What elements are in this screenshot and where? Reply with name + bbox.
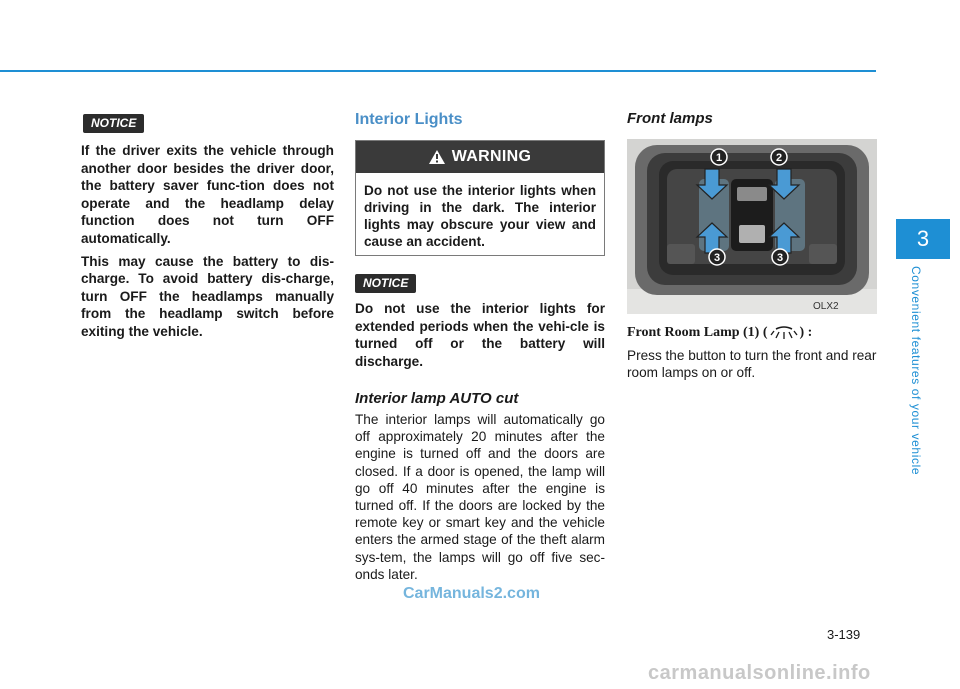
room-lamp-heading: [627, 325, 812, 341]
notice-badge-2: NOTICE: [355, 274, 416, 293]
warning-box: [355, 140, 605, 256]
section-title: Interior Lights: [355, 111, 463, 128]
callout-label-2: 2: [775, 152, 783, 164]
watermark[interactable]: CarManuals2.com: [403, 585, 540, 602]
overhead-console-illustration: [627, 139, 877, 314]
callout-label-3a: 3: [713, 252, 721, 264]
warning-triangle-icon: [429, 150, 445, 164]
column-left: [81, 142, 334, 341]
warning-text: Do not use the interior lights when driving in the dark. The interior lights may obscure your view and cause an accident.: [364, 183, 596, 249]
photo-code: OLX2: [813, 301, 839, 312]
callout-badge-3a: [709, 249, 725, 265]
room-lamp-icon: [770, 325, 798, 341]
notice-badge-1: NOTICE: [83, 114, 144, 133]
header-rule: [0, 70, 876, 72]
room-lamp-prefix: Front Room Lamp (1) (: [627, 325, 768, 340]
subheading-front-lamps: Front lamps: [627, 110, 713, 127]
chapter-title: Convenient features of your vehicle: [909, 266, 923, 476]
footer-watermark: carmanualsonline.info: [648, 662, 871, 684]
page-number: 3-139: [827, 627, 861, 642]
front-lamps-photo: [627, 139, 877, 314]
chapter-tab: [896, 219, 950, 259]
notice-paragraph-2: This may cause the battery to dis-charge. To avoid battery dis-charge, turn OFF the headlamps manually from the headlamp switch before exiting the vehicle.: [81, 253, 334, 339]
callout-badge-2: [771, 149, 787, 165]
callout-label-1: 1: [715, 152, 723, 164]
auto-cut-body: The interior lamps will automatically go off approximately 20 minutes after the engine is turned off and the doors are closed. If a door is opened, the lamp will go off 40 minutes after the engine is turned off. If the doors are locked by the remote key or smart key and the vehicle enters the armed stage of the theft alarm sys-tem, the lamps will go off five sec-onds later.: [355, 412, 605, 582]
notice-paragraph-3: Do not use the interior lights for extended periods when the vehi-cle is turned off or the battery will discharge.: [355, 301, 605, 369]
room-lamp-suffix: ) :: [799, 325, 813, 340]
chapter-number: 3: [916, 226, 930, 251]
room-lamp-text: Press the button to turn the front and rear room lamps on or off.: [627, 348, 877, 381]
notice-paragraph-1: If the driver exits the vehicle through another door besides the driver door, the battery saver func-tion does not operate and the headlamp delay function does not turn OFF automatically.: [81, 143, 334, 246]
subheading-auto-cut: Interior lamp AUTO cut: [355, 390, 519, 407]
callout-label-3b: 3: [776, 252, 784, 264]
callout-badge-1: [711, 149, 727, 165]
warning-header: [356, 141, 604, 173]
callout-badge-3b: [772, 249, 788, 265]
warning-label: WARNING: [451, 148, 532, 165]
